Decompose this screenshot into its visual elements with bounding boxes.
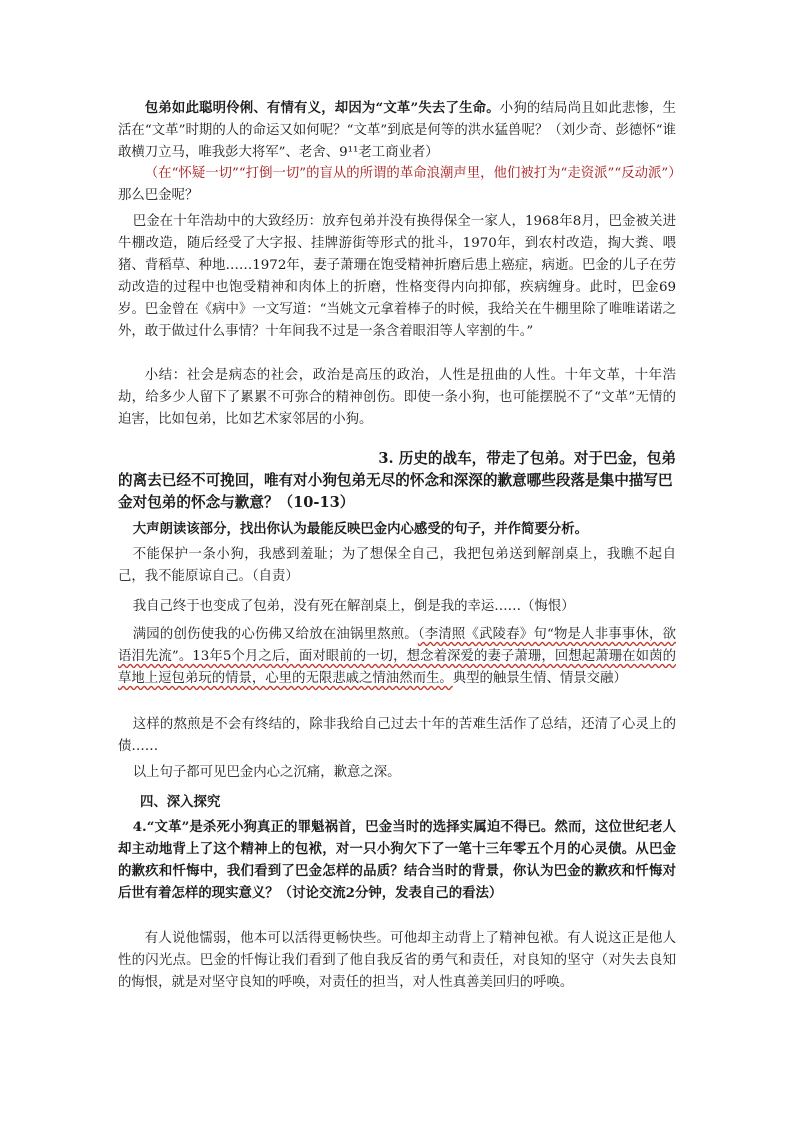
quote-torment: 这样的熬煎是不会有终结的，除非我给自己过去十年的苦难生活作了总结，还清了心灵上的债……: [118, 717, 676, 754]
paragraph-text: 那么巴金呢？: [118, 188, 199, 203]
discussion-question-4: 4.“文革”是杀死小狗真正的罪魁祸首，巴金当时的选择实属迫不得已。然而，这位世纪老人却主动地背上了这个精神上的包袱，对一只小狗欠下了一笔十三年零五个月的心灵债。从巴金的歉疚和忏悔中，我们看到了巴金怎样的品质？结合当时的背景，你认为巴金的歉疚和忏悔对后世有着怎样的现实意义？（讨论交流2分钟，发表自己的看法）: [118, 819, 676, 901]
paragraph-text: 小狗的结局尚且如此悲惨，生活在“文革”时期的人的命运又如何呢？“文革”到底是何等的洪水猛兽呢？（刘少奇、彭德怀“谁敢横刀立马，唯我彭大将军”、老舍、9¹¹老工商业者）: [118, 101, 676, 160]
red-highlight: （在“怀疑一切”“打倒一切”的盲从的所谓的革命浪潮声里，他们被打为“走资派”“反动派”）: [144, 166, 682, 181]
paragraph-summary: 小结：社会是病态的社会，政治是高压的政治，人性是扭曲的人性。十年文革，十年浩劫，给多少人留下了累累不可弥合的精神创伤。即使一条小狗，也可能摆脱不了“文革”无情的迫害，比如包弟，比如艺术家邻居的小狗。: [118, 368, 676, 427]
answer-paragraph: 有人说他懦弱，他本可以活得更畅快些。可他却主动背上了精神包袱。有人说这正是他人性的闪光点。巴金的忏悔让我们看到了他自我反省的勇气和责任，对良知的坚守（对失去良知的悔恨，就是对坚守良知的呼唤，对责任的担当，对人性真善美回归的呼唤。: [118, 931, 676, 990]
underlined-analysis: （李清照《武陵春》句“物是人非事事休，欲语泪先流”。13年5个月之后，面对眼前的一切，想念着深爱的妻子萧珊，回想起萧珊在如茵的草地上逗包弟玩的情景，心里的无限悲戚之情油然而生。: [118, 627, 676, 686]
quote-summary: 以上句子都可见巴金内心之沉痛，歉意之深。: [132, 765, 401, 780]
reading-task: 大声朗读该部分，找出你认为最能反映巴金内心感受的句子，并作简要分析。: [132, 521, 589, 537]
paragraph-bajin-experience: 巴金在十年浩劫中的大致经历：放弃包弟并没有换得保全一家人，1968年8月，巴金被关进牛棚改造，随后经受了大字报、挂牌游街等形式的批斗，1970年，到农村改造，掏大粪、喂猪、背稻草、种地……1972年，妻子萧珊在饱受精神折磨后患上癌症，病逝。巴金的儿子在劳动改造的过程中也饱受精神和肉体上的折磨，性格变得内向抑郁，疾病缠身。此时，巴金69岁。巴金曾在《病中》一文写道：“当姚文元拿着棒子的时候，我给关在牛棚里除了唯唯诺诺之外，敢于做过什么事情？十年间我不过是一条含着眼泪等人宰割的牛。”: [118, 214, 676, 339]
quote-regret: 我自己终于也变成了包弟，没有死在解剖桌上，倒是我的幸运……（悔恨）: [132, 599, 575, 614]
paragraph-fate-intro: [118, 97, 676, 164]
quote-scene: [118, 624, 676, 690]
section-3-first-line: 3. 历史的战车，带走了包弟。对于巴金，包弟: [378, 450, 676, 467]
paragraph-revolution: [118, 163, 682, 207]
bold-lead: 包弟如此聪明伶俐、有情有义，却因为“文革”失去了生命。: [144, 100, 500, 116]
section-4-heading: 四、深入探究: [140, 794, 221, 810]
quote-scene-text: 满园的创伤使我的心伤佛又给放在油锅里熬煎。: [132, 627, 418, 642]
quote-self-blame: 不能保护一条小狗，我感到羞耻；为了想保全自己，我把包弟送到解剖桌上，我瞧不起自己，我不能原谅自己。（自责）: [118, 547, 676, 584]
quote-scene-conclusion: 典型的触景生情、情景交融）: [452, 671, 627, 686]
section-3-question: [118, 448, 676, 514]
section-3-rest: 的离去已经不可挽回，唯有对小狗包弟无尽的怀念和深深的歉意哪些段落是集中描写巴金对包弟的怀念与歉意？（10-13）: [118, 472, 673, 511]
